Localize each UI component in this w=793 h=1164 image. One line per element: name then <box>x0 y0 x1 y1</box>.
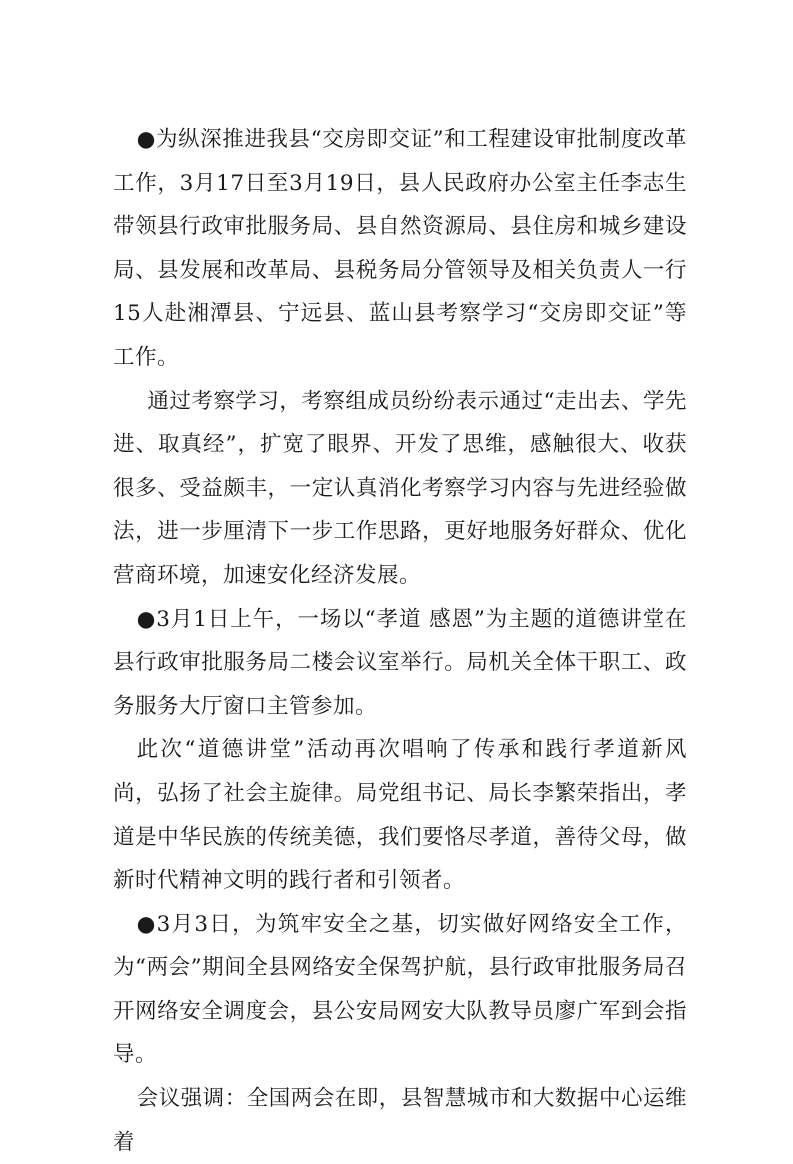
paragraph-4: 此次“道德讲堂”活动再次唱响了传承和践行孝道新风尚，弘扬了社会主旋律。局党组书记、局长李繁荣指出，孝道是中华民族的传统美德，我们要恪尽孝道，善待父母，做新时代精神文明的践行者和引领者。 <box>113 737 687 894</box>
paragraph-6: 会议强调：全国两会在即，县智慧城市和大数据中心运维着 <box>113 1086 687 1155</box>
paragraph-5: ●3月3日，为筑牢安全之基，切实做好网络安全工作，为“两会”期间全县网络安全保驾护航，县行政审批服务局召开网络安全调度会，县公安局网安大队教导员廖广军到会指导。 <box>113 911 687 1068</box>
paragraph-2: 通过考察学习，考察组成员纷纷表示通过“走出去、学先进、取真经”，扩宽了眼界、开发了思维，感触很大、收获很多、受益颇丰，一定认真消化考察学习内容与先进经验做法，进一步厘清下一步工作思路，更好地服务好群众、优化营商环境，加速安化经济发展。 <box>113 388 687 588</box>
paragraph-3: ●3月1日上午，一场以“孝道 感恩”为主题的道德讲堂在县行政审批服务局二楼会议室举行。局机关全体干职工、政务服务大厅窗口主管参加。 <box>113 606 687 719</box>
document-body <box>113 118 687 1164</box>
paragraph-1: ●为纵深推进我县“交房即交证”和工程建设审批制度改革工作，3月17日至3月19日，县人民政府办公室主任李志生带领县行政审批服务局、县自然资源局、县住房和城乡建设局、县发展和改革局、县税务局分管领导及相关负责人一行15人赴湘潭县、宁远县、蓝山县考察学习“交房即交证”等工作。 <box>113 127 687 370</box>
